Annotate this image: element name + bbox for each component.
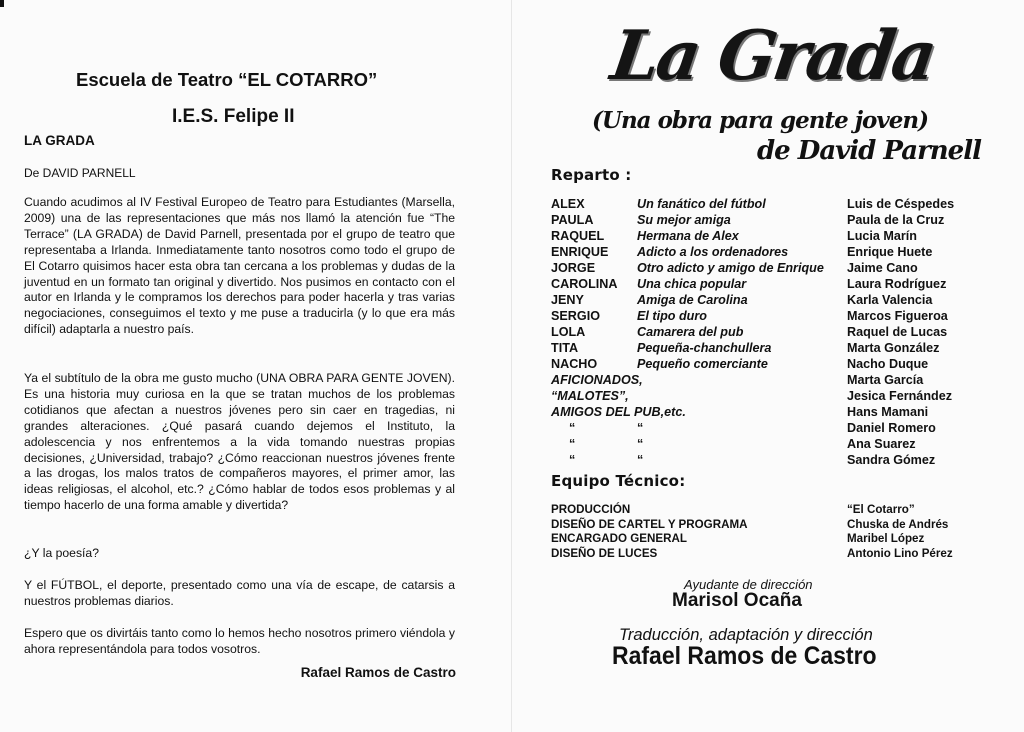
actor-name: Marcos Figueroa (847, 309, 948, 323)
ditto-row (551, 420, 971, 436)
character-name: TITA (551, 341, 579, 355)
school-heading: Escuela de Teatro “EL COTARRO” (76, 69, 378, 90)
ditto-row (551, 452, 971, 468)
crew-row (551, 547, 971, 562)
crew-row (551, 503, 971, 518)
assistant-director-label: Ayudante de dirección (684, 577, 813, 592)
play-title: LA GRADA (24, 133, 95, 148)
character-role: Hermana de Alex (637, 229, 739, 243)
ditto-row (551, 436, 971, 452)
cast-row (551, 276, 971, 292)
paragraph-football: Y el FÚTBOL, el deporte, presentado como una vía de escape, de catarsis a nuestros problemas diarios. (24, 578, 455, 608)
character-role: El tipo duro (637, 309, 707, 323)
actor-name: Paula de la Cruz (847, 213, 945, 227)
extras-label: “MALOTES”, (551, 389, 629, 403)
character-role: Camarera del pub (637, 325, 744, 339)
poster-author: de David Parnell (757, 136, 981, 166)
actor-name: Enrique Huete (847, 245, 933, 259)
author-line: De DAVID PARNELL (24, 166, 136, 180)
cast-heading: Reparto : (551, 166, 632, 184)
ditto-mark: “ (637, 453, 644, 467)
paragraph-subtitle: Ya el subtítulo de la obra me gusto mucho (UNA OBRA PARA GENTE JOVEN). Es una historia muy curiosa en la que se tratan muchos de los problemas cotidianos que afectan a nuestros jóvenes pero sin caer en tragedias, ni grandes alteraciones. ¿Qué pasará cuando dejemos el Instituto, la adolescencia y nos enfrentemos a la vida tomando nuestras propias decisiones, ¿Universidad, trabajo? ¿Cómo reaccionan nuestros jóvenes frente a las drogas, los malos tratos de compañeros mayores, el primer amor, las ideas religiosas, el alcohol, etc.? ¿Cómo hablar de todos esos problemas y al tiempo hacerlo de una forma amable y divertida? (24, 371, 455, 513)
crew-heading: Equipo Técnico: (551, 472, 686, 490)
character-name: ENRIQUE (551, 245, 609, 259)
character-role: Adicto a los ordenadores (637, 245, 789, 259)
cast-row (551, 260, 971, 276)
cast-row (551, 356, 971, 372)
actor-name: Marta González (847, 341, 940, 355)
cast-row (551, 244, 971, 260)
character-role: Pequeño comerciante (637, 357, 768, 371)
character-name: NACHO (551, 357, 598, 371)
actor-name: Nacho Duque (847, 357, 929, 371)
crew-row (551, 532, 971, 547)
cast-row (551, 228, 971, 244)
cast-row (551, 196, 971, 212)
crew-job: DISEÑO DE CARTEL Y PROGRAMA (551, 517, 748, 531)
director-label: Traducción, adaptación y dirección (619, 626, 873, 644)
crew-member: Chuska de Andrés (847, 517, 949, 531)
extras-label: AMIGOS DEL PUB,etc. (551, 405, 686, 419)
crew-list (551, 503, 971, 561)
crew-member: “El Cotarro” (847, 503, 915, 516)
character-name: PAULA (551, 213, 594, 227)
actor-name: Hans Mamani (847, 405, 929, 419)
extras-label: AFICIONADOS, (551, 373, 643, 387)
character-name: JORGE (551, 261, 596, 275)
poster-subtitle: (Una obra para gente joven) (592, 107, 929, 134)
ditto-mark: “ (569, 421, 576, 435)
actor-name: Ana Suarez (847, 437, 916, 451)
extras-row (551, 404, 971, 420)
assistant-director-name: Marisol Ocaña (672, 590, 802, 611)
actor-name: Lucia Marín (847, 229, 917, 243)
cast-row (551, 324, 971, 340)
paragraph-closing: Espero que os divirtáis tanto como lo hemos hecho nosotros primero viéndola y ahora representándola para todos vosotros. (24, 626, 455, 656)
ditto-mark: “ (569, 453, 576, 467)
crew-job: DISEÑO DE LUCES (551, 546, 658, 560)
signature: Rafael Ramos de Castro (300, 665, 456, 680)
crew-member: Maribel López (847, 532, 925, 546)
actor-name: Raquel de Lucas (847, 325, 948, 339)
character-name: SERGIO (551, 309, 600, 323)
extras-row (551, 388, 971, 404)
paragraph-poetry: ¿Y la poesía? (24, 546, 99, 560)
ditto-mark: “ (637, 421, 644, 435)
character-role: Amiga de Carolina (637, 293, 748, 307)
actor-name: Luis de Céspedes (847, 197, 955, 211)
extras-row (551, 372, 971, 388)
director-name: Rafael Ramos de Castro (612, 642, 877, 670)
cast-row (551, 292, 971, 308)
crew-job: PRODUCCIÓN (551, 503, 631, 516)
crew-row (551, 518, 971, 533)
character-role: Pequeña-chanchullera (637, 341, 772, 355)
actor-name: Karla Valencia (847, 293, 933, 307)
actor-name: Laura Rodríguez (847, 277, 947, 291)
actor-name: Marta García (847, 373, 924, 387)
character-role: Otro adicto y amigo de Enrique (637, 261, 824, 275)
character-name: RAQUEL (551, 229, 605, 243)
paragraph-intro: Cuando acudimos al IV Festival Europeo de Teatro para Estudiantes (Marsella, 2009) una de las representaciones que más nos llamó la atención fue “The Terrace” (LA GRADA) de David Parnell, presentada por el grupo de teatro que representaba a Irlanda. Inmediatamente tanto nosotros como todo el grupo de El Cotarro quisimos hacer esta obra tan cercana a los problemas y dudas de la juventud en un formato tan original y divertido. Nos pusimos en contacto con el autor en Irlanda y le compramos los derechos para poder hacerla y tras varias negociaciones, conseguimos el texto y me puse a traducirla (y lo que era más difícil) adaptarla a nuestro país. (24, 195, 455, 337)
cast-list (551, 196, 971, 468)
crew-job: ENCARGADO GENERAL (551, 532, 687, 546)
character-name: ALEX (551, 197, 585, 211)
cast-row (551, 212, 971, 228)
character-name: LOLA (551, 325, 586, 339)
actor-name: Daniel Romero (847, 421, 936, 435)
actor-name: Jaime Cano (847, 261, 918, 275)
character-name: CAROLINA (551, 277, 618, 291)
crew-member: Antonio Lino Pérez (847, 546, 953, 560)
character-role: Un fanático del fútbol (637, 197, 766, 211)
actor-name: Sandra Gómez (847, 453, 936, 467)
institute-heading: I.E.S. Felipe II (172, 106, 295, 127)
cast-row (551, 340, 971, 356)
character-role: Una chica popular (637, 277, 747, 291)
poster-title: La Grada (606, 16, 939, 96)
cast-row (551, 308, 971, 324)
character-role: Su mejor amiga (637, 213, 731, 227)
ditto-mark: “ (637, 437, 644, 451)
character-name: JENY (551, 293, 584, 307)
actor-name: Jesica Fernández (847, 389, 952, 403)
ditto-mark: “ (569, 437, 576, 451)
